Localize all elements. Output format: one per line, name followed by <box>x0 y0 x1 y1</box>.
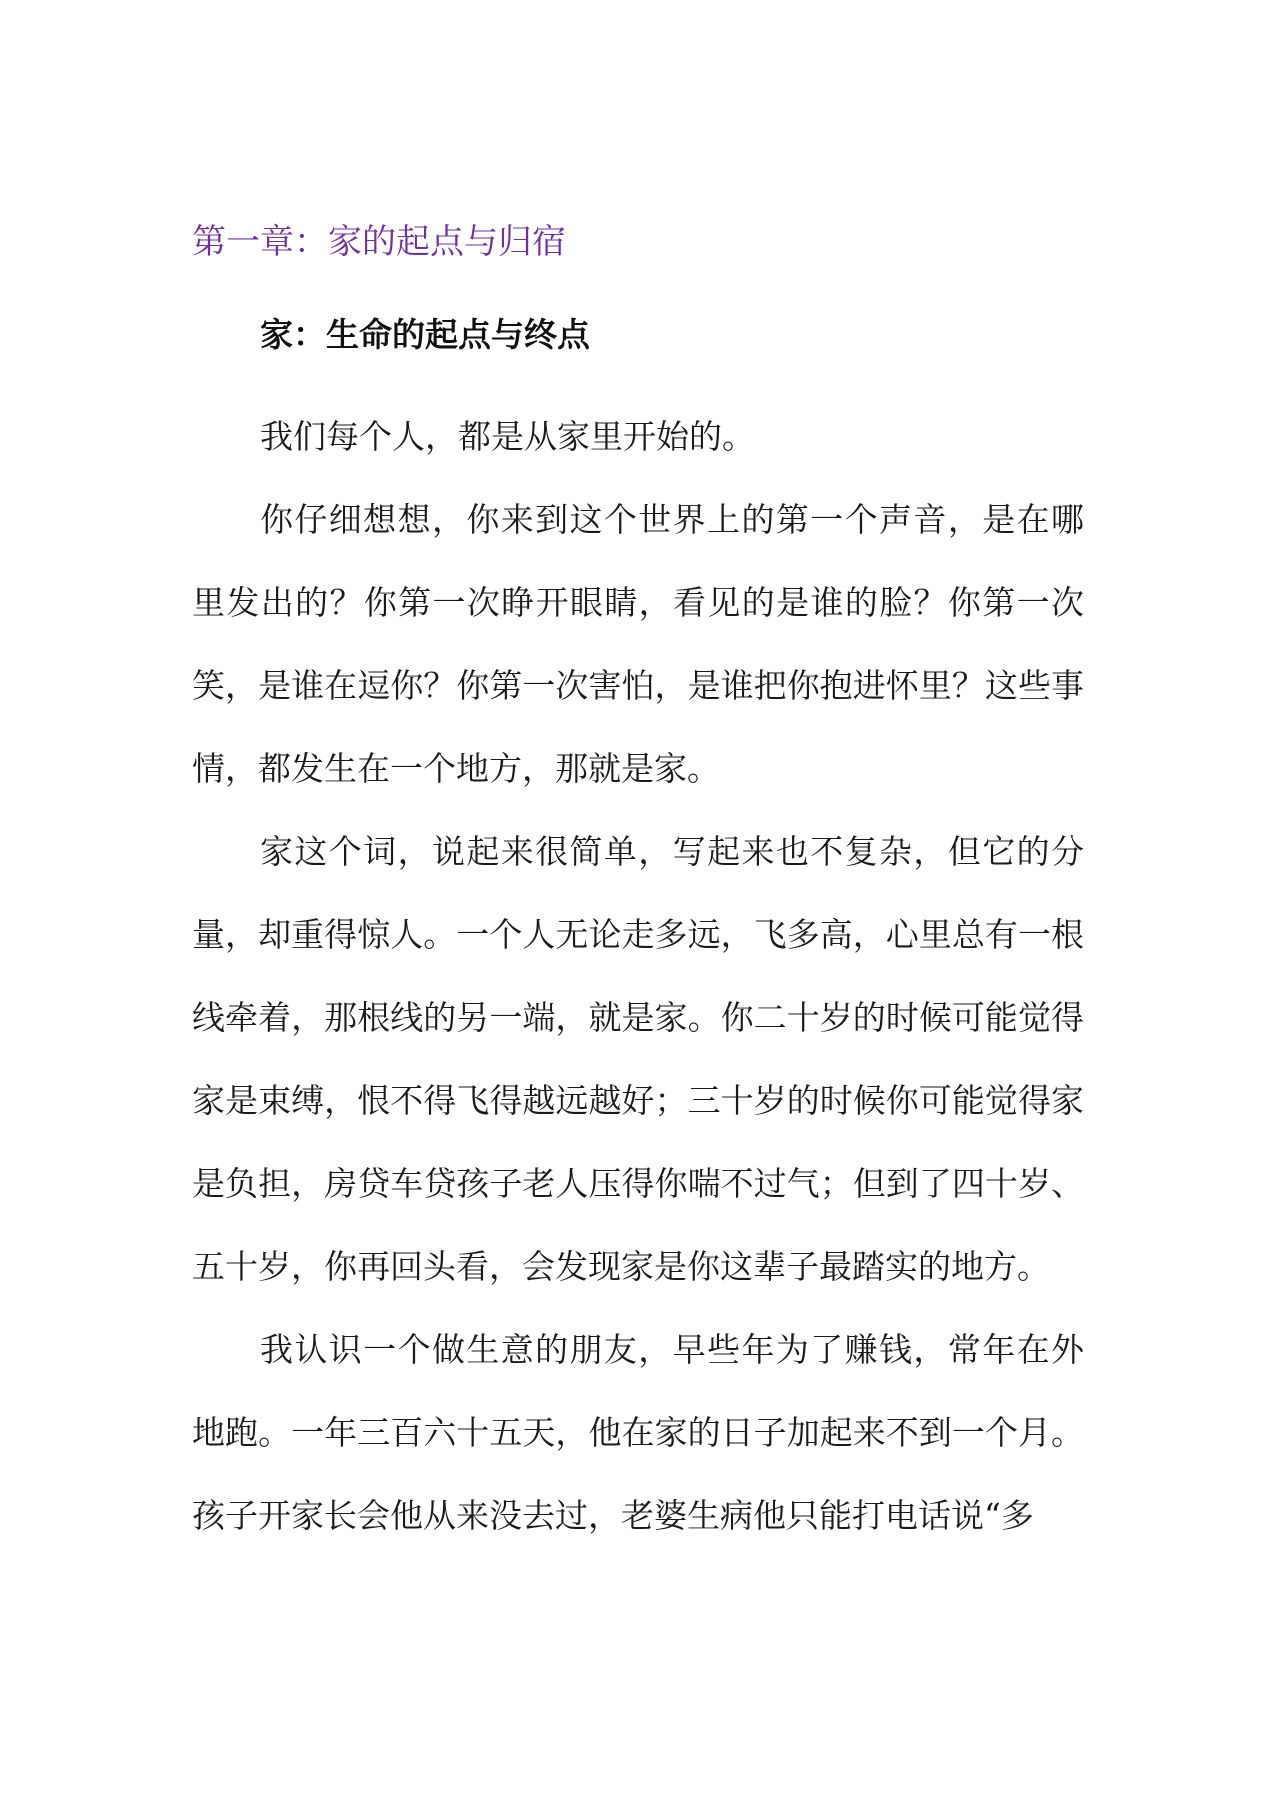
paragraph: 你仔细想想，你来到这个世界上的第一个声音，是在哪里发出的？你第一次睁开眼睛，看见的是谁的脸？你第一次笑，是谁在逗你？你第一次害怕，是谁把你抱进怀里？这些事情，都发生在一个地方，那就是家。 <box>192 500 1084 788</box>
paragraph: 我们每个人，都是从家里开始的。 <box>260 417 755 456</box>
section-title: 家：生命的起点与终点 <box>260 315 590 354</box>
chapter-title: 第一章：家的起点与归宿 <box>192 222 566 262</box>
paragraph: 我认识一个做生意的朋友，早些年为了赚钱，常年在外地跑。一年三百六十五天，他在家的日子加起来不到一个月。孩子开家长会他从来没去过，老婆生病他只能打电话说“多 <box>192 1330 1084 1535</box>
body-text <box>192 395 1084 1557</box>
paragraph: 家这个词，说起来很简单，写起来也不复杂，但它的分量，却重得惊人。一个人无论走多远，飞多高，心里总有一根线牵着，那根线的另一端，就是家。你二十岁的时候可能觉得家是束缚，恨不得飞得越远越好；三十岁的时候你可能觉得家是负担，房贷车贷孩子老人压得你喘不过气；但到了四十岁、五十岁，你再回头看，会发现家是你这辈子最踏实的地方。 <box>192 832 1084 1286</box>
